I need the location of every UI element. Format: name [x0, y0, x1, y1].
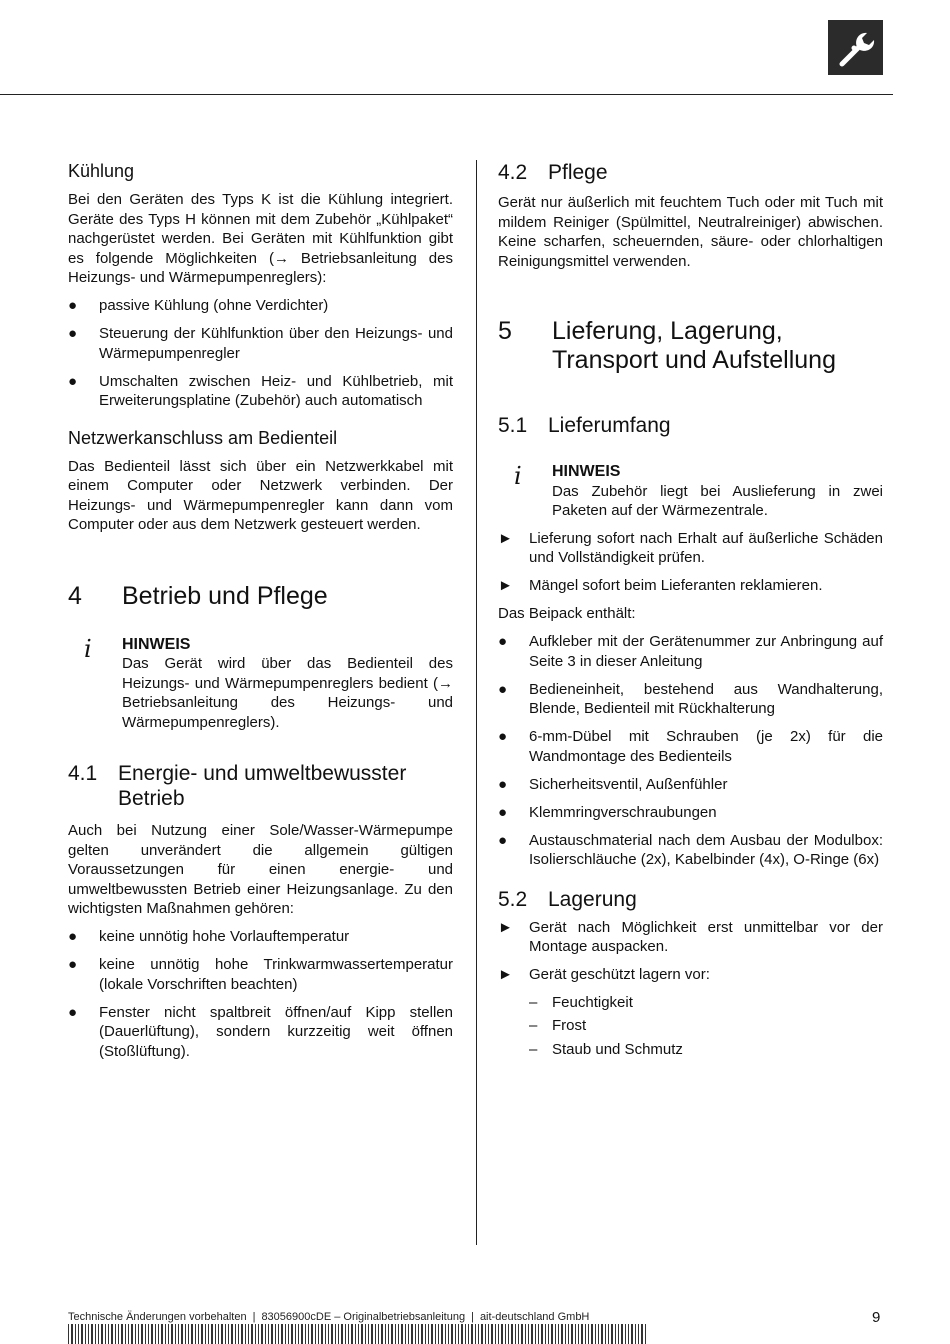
left-column	[68, 160, 453, 1070]
wrench-icon	[834, 26, 877, 69]
footer-separator: |	[252, 1311, 256, 1323]
list-item: ● 6-mm-Dübel mit Schrauben (je 2x) für die Wandmontage des Bedienteils	[498, 728, 883, 765]
bullet-marker: ●	[68, 325, 78, 342]
footer	[68, 1311, 589, 1323]
bullet-marker: ●	[68, 1003, 78, 1021]
dash-marker: –	[529, 993, 538, 1011]
list-item: ● Steuerung der Kühlfunktion über den Heizungs- und Wärmepumpenregler	[68, 325, 453, 362]
kuehlung-heading: Kühlung	[68, 161, 135, 181]
beipack-list	[498, 632, 883, 870]
header-rule	[0, 94, 893, 95]
note-title: HINWEIS	[122, 635, 191, 653]
section-42-text: Gerät nur äußerlich mit feuchtem Tuch oder mit Tuch mit mildem Reiniger (Spülmittel, Neutralreiniger) abwischen. Keine scharfen, scheuernden, säure- oder chlorhaltigen Reinigungsmittel verwenden.	[498, 194, 883, 270]
list-item: ► Mängel sofort beim Lieferanten reklamieren.	[498, 577, 823, 594]
list-item: ► Gerät nach Möglichkeit erst unmittelbar vor der Montage auspacken.	[498, 918, 883, 955]
section-4-heading: 4 Betrieb und Pflege	[68, 581, 328, 610]
info-icon: i	[514, 462, 522, 490]
list-item: ● Austauschmaterial nach dem Ausbau der Modulbox: Isolierschläuche (2x), Kabelbinder (4x), O-Ringe (6x)	[498, 831, 883, 868]
dash-marker: –	[529, 1040, 538, 1058]
footer-company: ait-deutschland GmbH	[479, 1311, 590, 1323]
list-item: ● keine unnötig hohe Vorlauftemperatur	[68, 928, 350, 945]
column-divider	[476, 160, 477, 1245]
arrow-marker: ►	[498, 918, 513, 936]
list-item: ● Klemmringverschraubungen	[498, 803, 717, 821]
netzwerk-text: Das Bedienteil lässt sich über ein Netzwerkkabel mit einem Computer oder Netzwerk verbinden. Der Heizungs- und Wärmepumpenregler kann dann vom Computer oder aus dem Netzwerk gesteuert werden.	[68, 457, 453, 533]
bullet-marker: ●	[498, 680, 508, 698]
note-text: Das Gerät wird über das Bedienteil des Heizungs- und Wärmepumpenreglers bedient (→ Betriebsanleitung des Heizungs- und Wärmepumpenreglers).	[122, 655, 453, 731]
bullet-marker: ●	[68, 372, 78, 390]
note-title: HINWEIS	[552, 463, 621, 480]
header-icon-box	[828, 20, 883, 75]
bullet-marker: ●	[498, 831, 508, 849]
list-item: ● passive Kühlung (ohne Verdichter)	[68, 297, 329, 314]
footer-doc-id: 83056900cDE – Originalbetriebsanleitung	[261, 1311, 466, 1323]
netzwerk-heading: Netzwerkanschluss am Bedienteil	[68, 427, 338, 448]
footer-disclaimer: Technische Änderungen vorbehalten	[68, 1311, 247, 1323]
note-section-51	[498, 462, 883, 521]
bullet-marker: ●	[498, 775, 508, 793]
bullet-marker: ●	[68, 928, 78, 945]
section-51-actions	[498, 529, 883, 596]
list-item: ● Bedieneinheit, bestehend aus Wandhalterung, Blende, Bedienteil mit Rückhalterung	[498, 680, 883, 717]
right-column	[498, 160, 883, 1063]
list-item: ● keine unnötig hohe Trinkwarmwassertemperatur (lokale Vorschriften beachten)	[68, 956, 453, 993]
lagerung-sublist	[498, 993, 883, 1060]
bullet-marker: ●	[68, 956, 78, 973]
barcode-strip	[68, 1324, 648, 1344]
note-section-4	[68, 635, 453, 733]
page-number: 9	[872, 1309, 881, 1326]
section-41-text: Auch bei Nutzung einer Sole/Wasser-Wärmepumpe gelten unverändert die allgemein gültigen Voraussetzungen für einen energie- und umweltbewussten Betrieb einer Heizungsanlage. Zu den wichtigsten Maßnahmen gehören:	[68, 822, 453, 917]
arrow-marker: ►	[498, 966, 513, 983]
bullet-marker: ●	[498, 633, 508, 650]
kuehlung-list	[68, 296, 453, 411]
section-5-heading: 5 Lieferung, Lagerung, Transport und Aufstellung	[498, 317, 836, 374]
kuehlung-text: Bei den Geräten des Typs K ist die Kühlung integriert. Geräte des Typs H können mit dem Zubehör „Kühlpaket“ nachgerüstet werden. Bei Geräten mit Kühlfunktion gibt es folgende Möglichkeiten (→ Betriebsanleitung des Heizungs- und Wärmepumpenreglers):	[68, 191, 453, 286]
beipack-label: Das Beipack enthält:	[498, 605, 636, 622]
list-item: ► Gerät geschützt lagern vor:	[498, 966, 710, 983]
section-51-heading: 5.1 Lieferumfang	[498, 414, 671, 437]
arrow-marker: ►	[498, 529, 513, 547]
list-item: ► Lieferung sofort nach Erhalt auf äußerliche Schäden und Vollständigkeit prüfen.	[498, 529, 883, 566]
list-item: ● Fenster nicht spaltbreit öffnen/auf Kipp stellen (Dauerlüftung), sondern kurzzeitig weit öffnen (Stoßlüftung).	[68, 1003, 453, 1060]
list-item: – Feuchtigkeit	[529, 993, 633, 1011]
arrow-marker: ►	[498, 577, 513, 594]
list-item: ● Sicherheitsventil, Außenfühler	[498, 775, 728, 793]
bullet-marker: ●	[498, 728, 508, 745]
bullet-marker: ●	[68, 297, 78, 314]
section-52-heading: 5.2 Lagerung	[498, 887, 637, 911]
section-41-list	[68, 927, 453, 1061]
note-text: Das Zubehör liegt bei Auslieferung in zwei Paketen auf der Wärmezentrale.	[552, 482, 883, 519]
list-item: – Frost	[529, 1017, 587, 1034]
section-52-actions	[498, 918, 883, 985]
list-item: ● Umschalten zwischen Heiz- und Kühlbetrieb, mit Erweiterungsplatine (Zubehör) auch automatisch	[68, 372, 453, 409]
footer-separator: |	[471, 1311, 474, 1323]
section-42-heading: 4.2 Pflege	[498, 161, 608, 184]
list-item: – Staub und Schmutz	[529, 1040, 683, 1058]
bullet-marker: ●	[498, 803, 508, 821]
section-41-heading: 4.1 Energie- und umweltbewusster Betrieb	[68, 762, 407, 810]
dash-marker: –	[529, 1017, 538, 1034]
info-icon: i	[84, 634, 92, 663]
list-item: ● Aufkleber mit der Gerätenummer zur Anbringung auf Seite 3 in dieser Anleitung	[498, 633, 883, 670]
